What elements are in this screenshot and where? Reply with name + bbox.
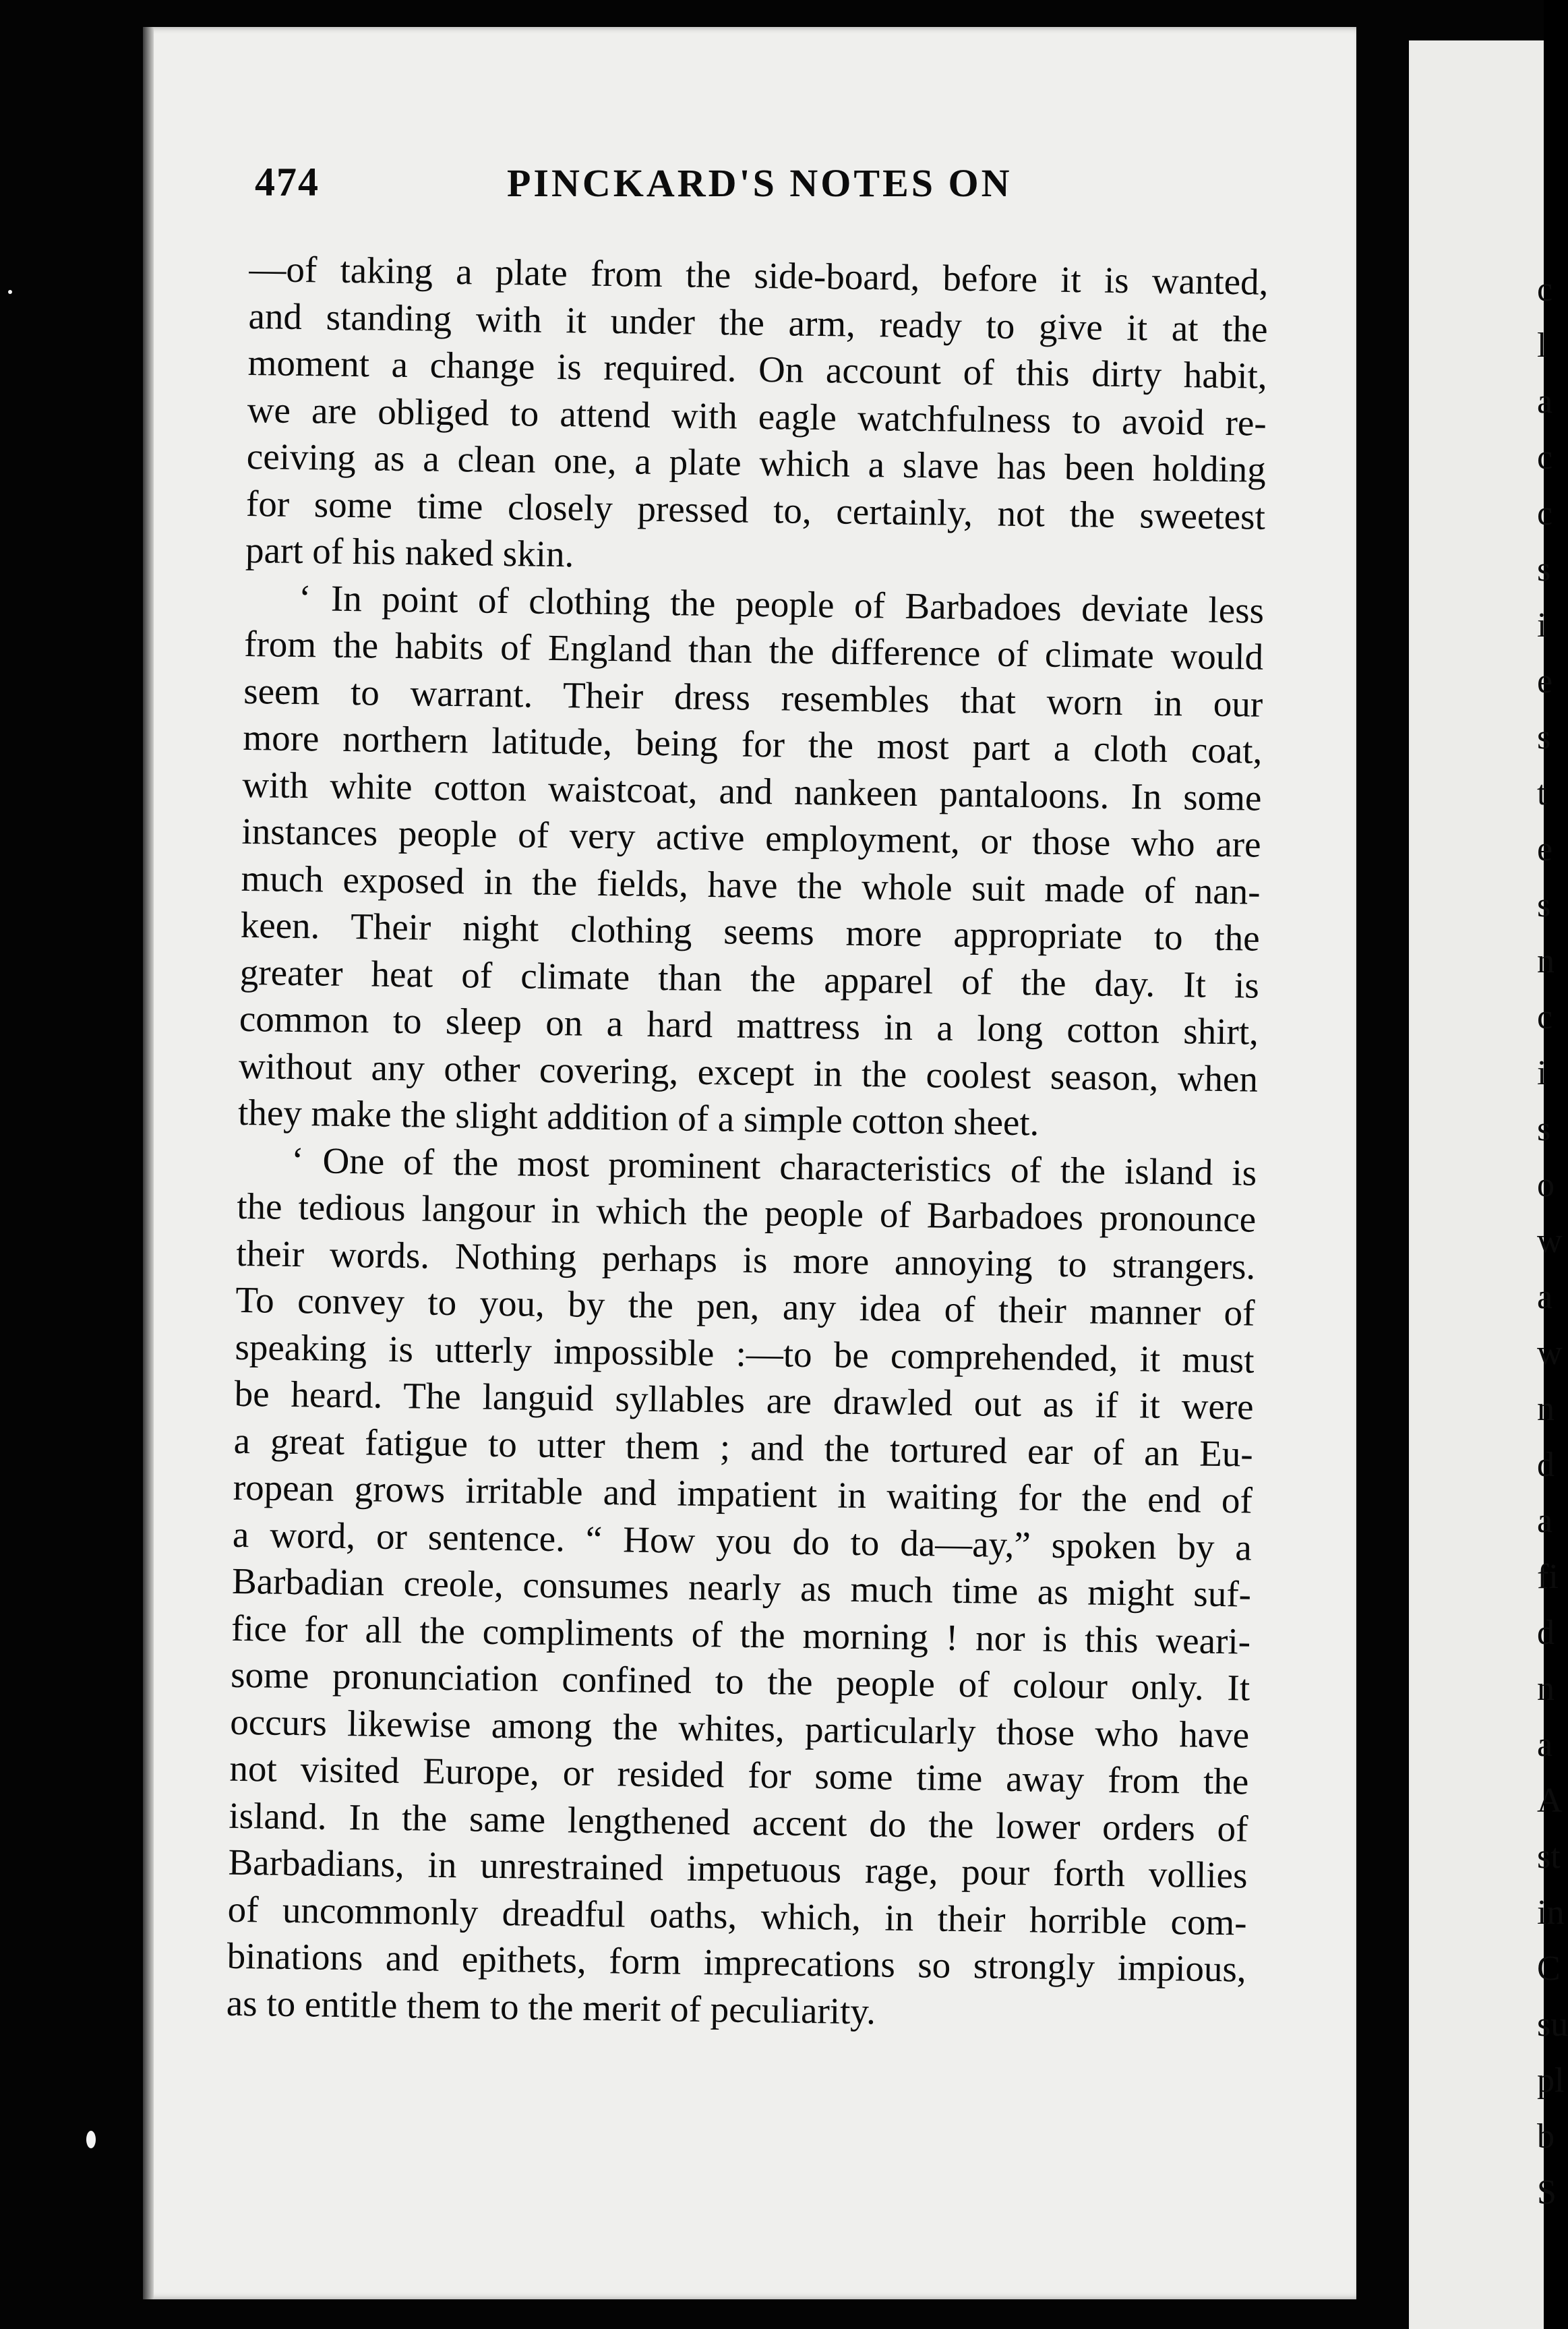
facing-page-fragment: in [1537,1893,1565,1932]
text-line: from the habits of England than the difference of climate would [243,622,1264,678]
text-line: Barbadian creole, consumes nearly as much time as might suf- [231,1560,1252,1615]
text-line: not visited Europe, or resided for some time away from the [229,1747,1249,1802]
facing-page-fragment: d [1537,1446,1555,1484]
facing-page-fragment: o [1537,1166,1555,1204]
text-line: without any other covering, except in the coolest season, when [238,1044,1259,1100]
text-line: a word, or sentence. “ How you do to da—ay,” spoken by a [232,1513,1253,1568]
facing-page-edge [1409,40,1568,2329]
text-line: speaking is utterly impossible :—to be comprehended, it must [235,1326,1255,1381]
text-line: greater heat of climate than the apparel of the day. It is [239,951,1260,1006]
text-line: be heard. The languid syllables are drawled out as if it were [234,1372,1254,1427]
text-line: ‘ In point of clothing the people of Barbadoes deviate less [298,577,1265,631]
facing-page-fragment: n [1537,1670,1555,1708]
text-line: and standing with it under the arm, ready to give it at the [248,295,1268,350]
scan-speck [8,290,12,294]
facing-page-fragment: A [1537,1781,1563,1820]
text-line: for some time closely pressed to, certainly, not the sweetest [245,482,1266,537]
text-line: some pronunciation confined to the people of colour only. It [230,1653,1250,1709]
text-line: as to entitle them to the merit of peculiarity. [226,1982,876,2032]
paragraph [238,573,1265,1149]
text-line: —of taking a plate from the side-board, before it is wanted, [249,247,1269,303]
text-line: instances people of very active employment, or those who are [241,810,1261,865]
facing-page-fragment: c [1537,270,1553,309]
page-number: 474 [255,160,320,204]
text-line: seem to warrant. Their dress resembles that worn in our [243,670,1263,725]
facing-page-fragment: d [1537,1614,1555,1652]
text-line: we are obliged to attend with eagle watchfulness to avoid re- [247,388,1267,444]
text-line: a great fatigue to utter them ; and the tortured ear of an Eu- [233,1419,1254,1475]
facing-page-fragment: e [1537,830,1553,868]
text-line: fice for all the compliments of the morning ! nor is this weari- [231,1607,1251,1662]
text-line: of uncommonly dreadful oaths, which, in their horrible com- [227,1888,1247,1943]
facing-page-fragment: a [1537,1726,1553,1764]
text-line: ‘ One of the most prominent characteristics of the island is [291,1139,1257,1193]
paragraph [245,245,1269,587]
text-line: part of his naked skin. [245,529,574,575]
facing-page-fragment: w [1537,1222,1563,1260]
facing-page-fragment: b [1537,2117,1555,2156]
facing-page-fragment: c [1537,494,1553,533]
facing-page-fragment: l [1537,326,1547,365]
text-line: occurs likewise among the whites, particularly those who have [229,1701,1250,1756]
facing-page-fragment: i [1537,606,1547,645]
facing-page-fragment: n [1537,942,1555,980]
facing-page-fragment: su [1537,2005,1568,2044]
running-title: PINCKARD'S NOTES ON [507,161,1013,205]
text-line: they make the slight addition of a simple cotton sheet. [237,1091,1039,1144]
facing-page-fragment: i [1537,1054,1547,1092]
facing-page-fragment: s [1537,550,1551,589]
text-line: the tedious langour in which the people of Barbadoes pronounce [236,1185,1257,1240]
facing-page-fragment: a [1537,1502,1553,1540]
facing-page-fragment: a [1537,1278,1553,1316]
facing-page-fragment: pl [1537,2061,1565,2100]
text-line: ropean grows irritable and impatient in waiting for the end of [233,1466,1253,1521]
text-line: moment a change is required. On account of this dirty habit, [247,341,1267,396]
text-line: more northern latitude, being for the most part a cloth coat, [243,716,1263,771]
running-head [0,159,1544,213]
facing-page-fragment: a [1537,382,1553,421]
text-line: To convey to you, by the pen, any idea of their manner of [235,1278,1255,1334]
facing-page-fragment: w [1537,1334,1563,1372]
scan-speck [86,2131,96,2148]
facing-page-fragment: t [1537,774,1547,813]
text-line: with white cotton waistcoat, and nankeen pantaloons. In some [242,763,1262,819]
facing-page-fragment: s [1537,1110,1551,1148]
facing-page-fragment: c [1537,438,1553,477]
text-line: binations and epithets, form imprecations so strongly impious, [227,1935,1247,1990]
text-line: common to sleep on a hard mattress in a long cotton shirt, [239,997,1259,1053]
facing-page-fragment: st [1537,1837,1561,1876]
text-line: ceiving as a clean one, a plate which a slave has been holding [246,435,1267,490]
text-line: island. In the same lengthened accent do the lower orders of [229,1794,1248,1850]
facing-page-fragment: fi [1537,1558,1559,1596]
paragraph [226,1136,1257,2039]
text-line: their words. Nothing perhaps is more annoying to strangers. [236,1232,1256,1287]
facing-page-fragment: e [1537,662,1553,701]
text-line: much exposed in the fields, have the whole suit made of nan- [241,857,1261,912]
facing-page-fragment: S [1537,2173,1557,2212]
facing-page-fragment: c [1537,998,1553,1036]
body-text [226,245,1268,2040]
facing-page-fragment: C [1537,1949,1561,1988]
facing-page-fragment: n [1537,1390,1555,1428]
text-line: keen. Their night clothing seems more appropriate to the [240,904,1261,959]
page-gutter-shadow [143,27,154,2299]
facing-page-fragment: s [1537,718,1551,757]
text-line: Barbadians, in unrestrained impetuous rage, pour forth vollies [228,1841,1248,1896]
facing-page-fragment: s [1537,886,1551,924]
